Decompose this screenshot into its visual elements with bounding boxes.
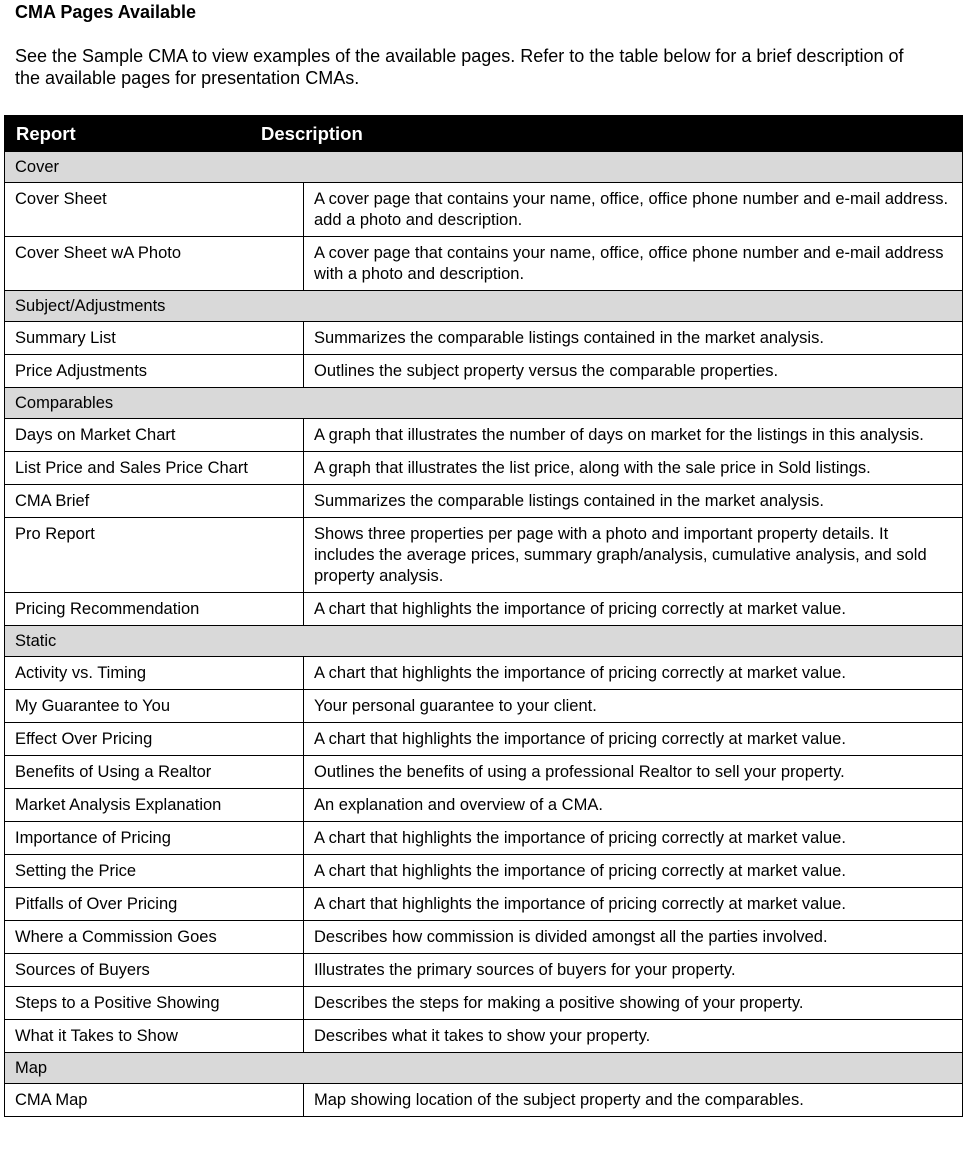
report-name: Benefits of Using a Realtor bbox=[5, 756, 304, 789]
report-description: Illustrates the primary sources of buyers for your property. bbox=[304, 954, 963, 987]
page-title: CMA Pages Available bbox=[15, 2, 197, 22]
report-name: Market Analysis Explanation bbox=[5, 789, 304, 822]
report-description: Shows three properties per page with a photo and important property details. It includes the average prices, summary graph/analysis, cumulative analysis, and sold property analysis. bbox=[304, 518, 963, 593]
report-description: A chart that highlights the importance of pricing correctly at market value. bbox=[304, 855, 963, 888]
report-description: Map showing location of the subject property and the comparables. bbox=[304, 1084, 963, 1117]
report-description: Describes how commission is divided amongst all the parties involved. bbox=[304, 921, 963, 954]
table-row bbox=[5, 1020, 963, 1053]
report-description: A chart that highlights the importance of pricing correctly at market value. bbox=[304, 888, 963, 921]
section-label: Cover bbox=[5, 152, 963, 183]
report-name: Steps to a Positive Showing bbox=[5, 987, 304, 1020]
table-row bbox=[5, 355, 963, 388]
report-name: Summary List bbox=[5, 322, 304, 355]
table-row bbox=[5, 822, 963, 855]
report-name: Cover Sheet bbox=[5, 183, 304, 237]
section-row-map bbox=[5, 1053, 963, 1084]
table-row bbox=[5, 452, 963, 485]
table-row bbox=[5, 593, 963, 626]
section-row-static bbox=[5, 626, 963, 657]
table-header-row bbox=[5, 116, 963, 152]
report-name: Pro Report bbox=[5, 518, 304, 593]
column-header-description: Description bbox=[261, 123, 363, 144]
report-name: CMA Map bbox=[5, 1084, 304, 1117]
report-description: A cover page that contains your name, office, office phone number and e-mail address with a photo and description. bbox=[304, 237, 963, 291]
report-description: A chart that highlights the importance of pricing correctly at market value. bbox=[304, 822, 963, 855]
section-label: Static bbox=[5, 626, 963, 657]
report-description: Outlines the subject property versus the comparable properties. bbox=[304, 355, 963, 388]
report-name: Activity vs. Timing bbox=[5, 657, 304, 690]
report-name: My Guarantee to You bbox=[5, 690, 304, 723]
table-row bbox=[5, 855, 963, 888]
table-row bbox=[5, 789, 963, 822]
report-description: A chart that highlights the importance of pricing correctly at market value. bbox=[304, 723, 963, 756]
table-row bbox=[5, 485, 963, 518]
table-row bbox=[5, 888, 963, 921]
report-description: Summarizes the comparable listings contained in the market analysis. bbox=[304, 485, 963, 518]
section-row-cover bbox=[5, 152, 963, 183]
report-name: List Price and Sales Price Chart bbox=[5, 452, 304, 485]
cma-pages-table bbox=[4, 115, 963, 1117]
section-row-subject-adjustments bbox=[5, 291, 963, 322]
report-description: A graph that illustrates the list price, along with the sale price in Sold listings. bbox=[304, 452, 963, 485]
table-row bbox=[5, 954, 963, 987]
table-body bbox=[5, 152, 963, 1117]
intro-paragraph: See the Sample CMA to view examples of the available pages. Refer to the table below for a brief description of the available pages for presentation CMAs. bbox=[15, 46, 904, 88]
table-row bbox=[5, 690, 963, 723]
report-name: What it Takes to Show bbox=[5, 1020, 304, 1053]
section-label: Map bbox=[5, 1053, 963, 1084]
report-description: A chart that highlights the importance of pricing correctly at market value. bbox=[304, 593, 963, 626]
report-name: CMA Brief bbox=[5, 485, 304, 518]
table-row bbox=[5, 183, 963, 237]
report-description: A cover page that contains your name, office, office phone number and e-mail address. add a photo and description. bbox=[304, 183, 963, 237]
report-description: An explanation and overview of a CMA. bbox=[304, 789, 963, 822]
report-name: Pricing Recommendation bbox=[5, 593, 304, 626]
column-header-report: Report bbox=[16, 123, 76, 144]
report-description: Describes the steps for making a positive showing of your property. bbox=[304, 987, 963, 1020]
table-header bbox=[5, 116, 963, 152]
table-row bbox=[5, 322, 963, 355]
report-name: Pitfalls of Over Pricing bbox=[5, 888, 304, 921]
report-description: Describes what it takes to show your property. bbox=[304, 1020, 963, 1053]
report-name: Price Adjustments bbox=[5, 355, 304, 388]
table-row bbox=[5, 237, 963, 291]
report-description: Outlines the benefits of using a professional Realtor to sell your property. bbox=[304, 756, 963, 789]
report-description: A chart that highlights the importance of pricing correctly at market value. bbox=[304, 657, 963, 690]
table-row bbox=[5, 987, 963, 1020]
section-label: Subject/Adjustments bbox=[5, 291, 963, 322]
report-description: Your personal guarantee to your client. bbox=[304, 690, 963, 723]
report-name: Cover Sheet wA Photo bbox=[5, 237, 304, 291]
report-name: Sources of Buyers bbox=[5, 954, 304, 987]
table-row bbox=[5, 723, 963, 756]
table-row bbox=[5, 756, 963, 789]
report-name: Where a Commission Goes bbox=[5, 921, 304, 954]
table-row bbox=[5, 921, 963, 954]
table-row bbox=[5, 419, 963, 452]
table-row bbox=[5, 518, 963, 593]
section-label: Comparables bbox=[5, 388, 963, 419]
report-name: Effect Over Pricing bbox=[5, 723, 304, 756]
section-row-comparables bbox=[5, 388, 963, 419]
report-description: Summarizes the comparable listings contained in the market analysis. bbox=[304, 322, 963, 355]
report-name: Days on Market Chart bbox=[5, 419, 304, 452]
report-name: Importance of Pricing bbox=[5, 822, 304, 855]
table-row bbox=[5, 1084, 963, 1117]
report-name: Setting the Price bbox=[5, 855, 304, 888]
table-row bbox=[5, 657, 963, 690]
report-description: A graph that illustrates the number of days on market for the listings in this analysis. bbox=[304, 419, 963, 452]
